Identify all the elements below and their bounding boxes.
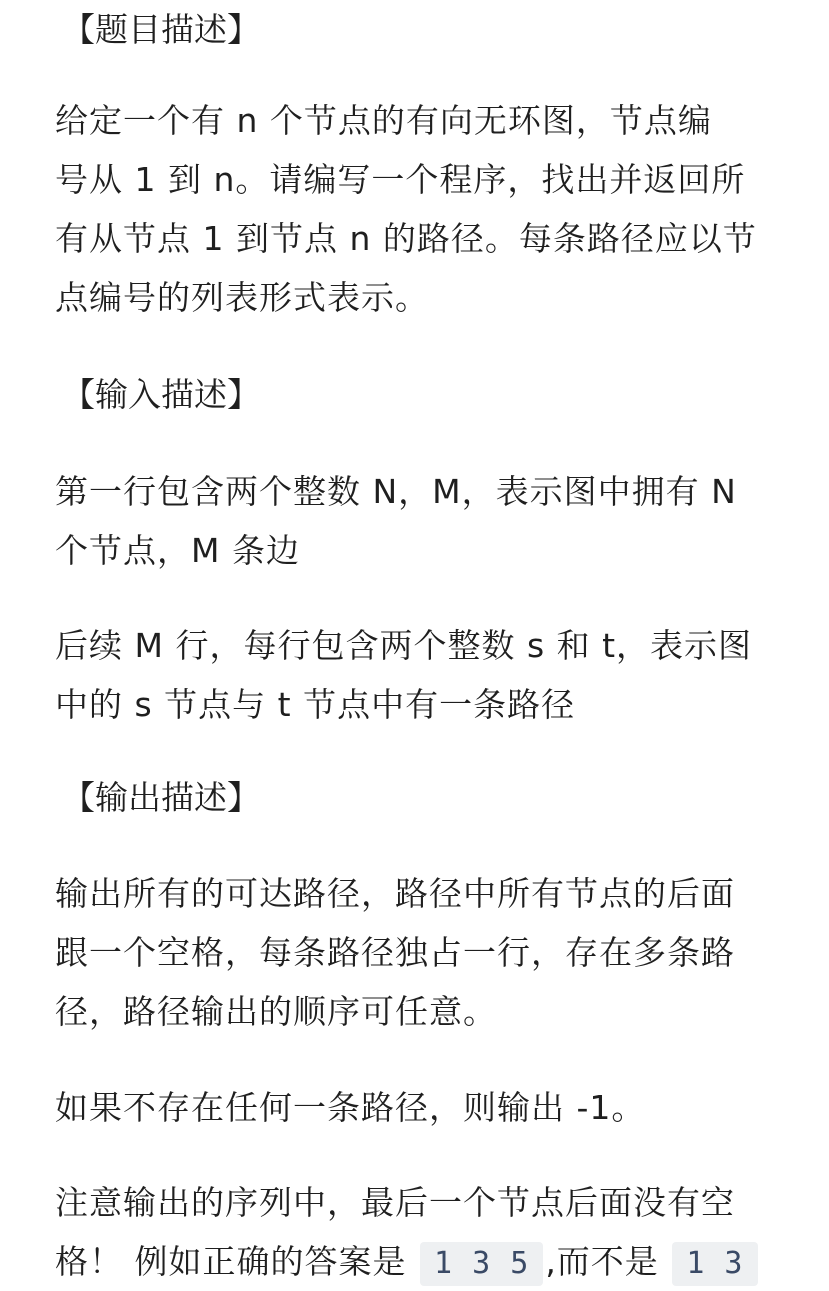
- note-middle: ,而不是: [545, 1242, 659, 1281]
- output-description-2: [55, 1078, 785, 1137]
- output-line: 输出所有的可达路径，路径中所有节点的后面: [55, 874, 735, 913]
- output-description-1: [55, 864, 785, 1041]
- input-description-2: [55, 616, 785, 734]
- input-line: 后续 M 行，每行包含两个整数 s 和 t，表示图: [55, 626, 753, 665]
- output-note-line-2: [55, 1232, 785, 1291]
- output-note: [55, 1173, 785, 1291]
- input-description-1: [55, 462, 785, 580]
- input-line: 第一行包含两个整数 N，M，表示图中拥有 N: [55, 472, 737, 511]
- problem-description: [55, 91, 785, 327]
- problem-line: 有从节点 1 到节点 n 的路径。每条路径应以节: [55, 219, 757, 258]
- output-heading: 【输出描述】: [62, 778, 260, 817]
- input-heading: 【输入描述】: [62, 375, 260, 414]
- output-line: 如果不存在任何一条路径，则输出 -1。: [55, 1088, 646, 1127]
- output-line: 跟一个空格，每条路径独占一行，存在多条路: [55, 933, 735, 972]
- problem-heading: 【题目描述】: [62, 10, 260, 49]
- problem-line: 给定一个有 n 个节点的有向无环图，节点编: [55, 101, 712, 140]
- note-prefix: 格！ 例如正确的答案是: [55, 1242, 407, 1281]
- output-line: 径，路径输出的顺序可任意。: [55, 992, 497, 1031]
- code-wrong-answer: 1 3: [672, 1242, 757, 1286]
- input-line: 中的 s 节点与 t 节点中有一条路径: [55, 685, 576, 724]
- output-note-line: 注意输出的序列中，最后一个节点后面没有空: [55, 1183, 735, 1222]
- problem-line: 号从 1 到 n。请编写一个程序，找出并返回所: [55, 160, 746, 199]
- code-correct-answer: 1 3 5: [420, 1242, 543, 1286]
- input-line: 个节点，M 条边: [55, 531, 300, 570]
- problem-line: 点编号的列表形式表示。: [55, 278, 429, 317]
